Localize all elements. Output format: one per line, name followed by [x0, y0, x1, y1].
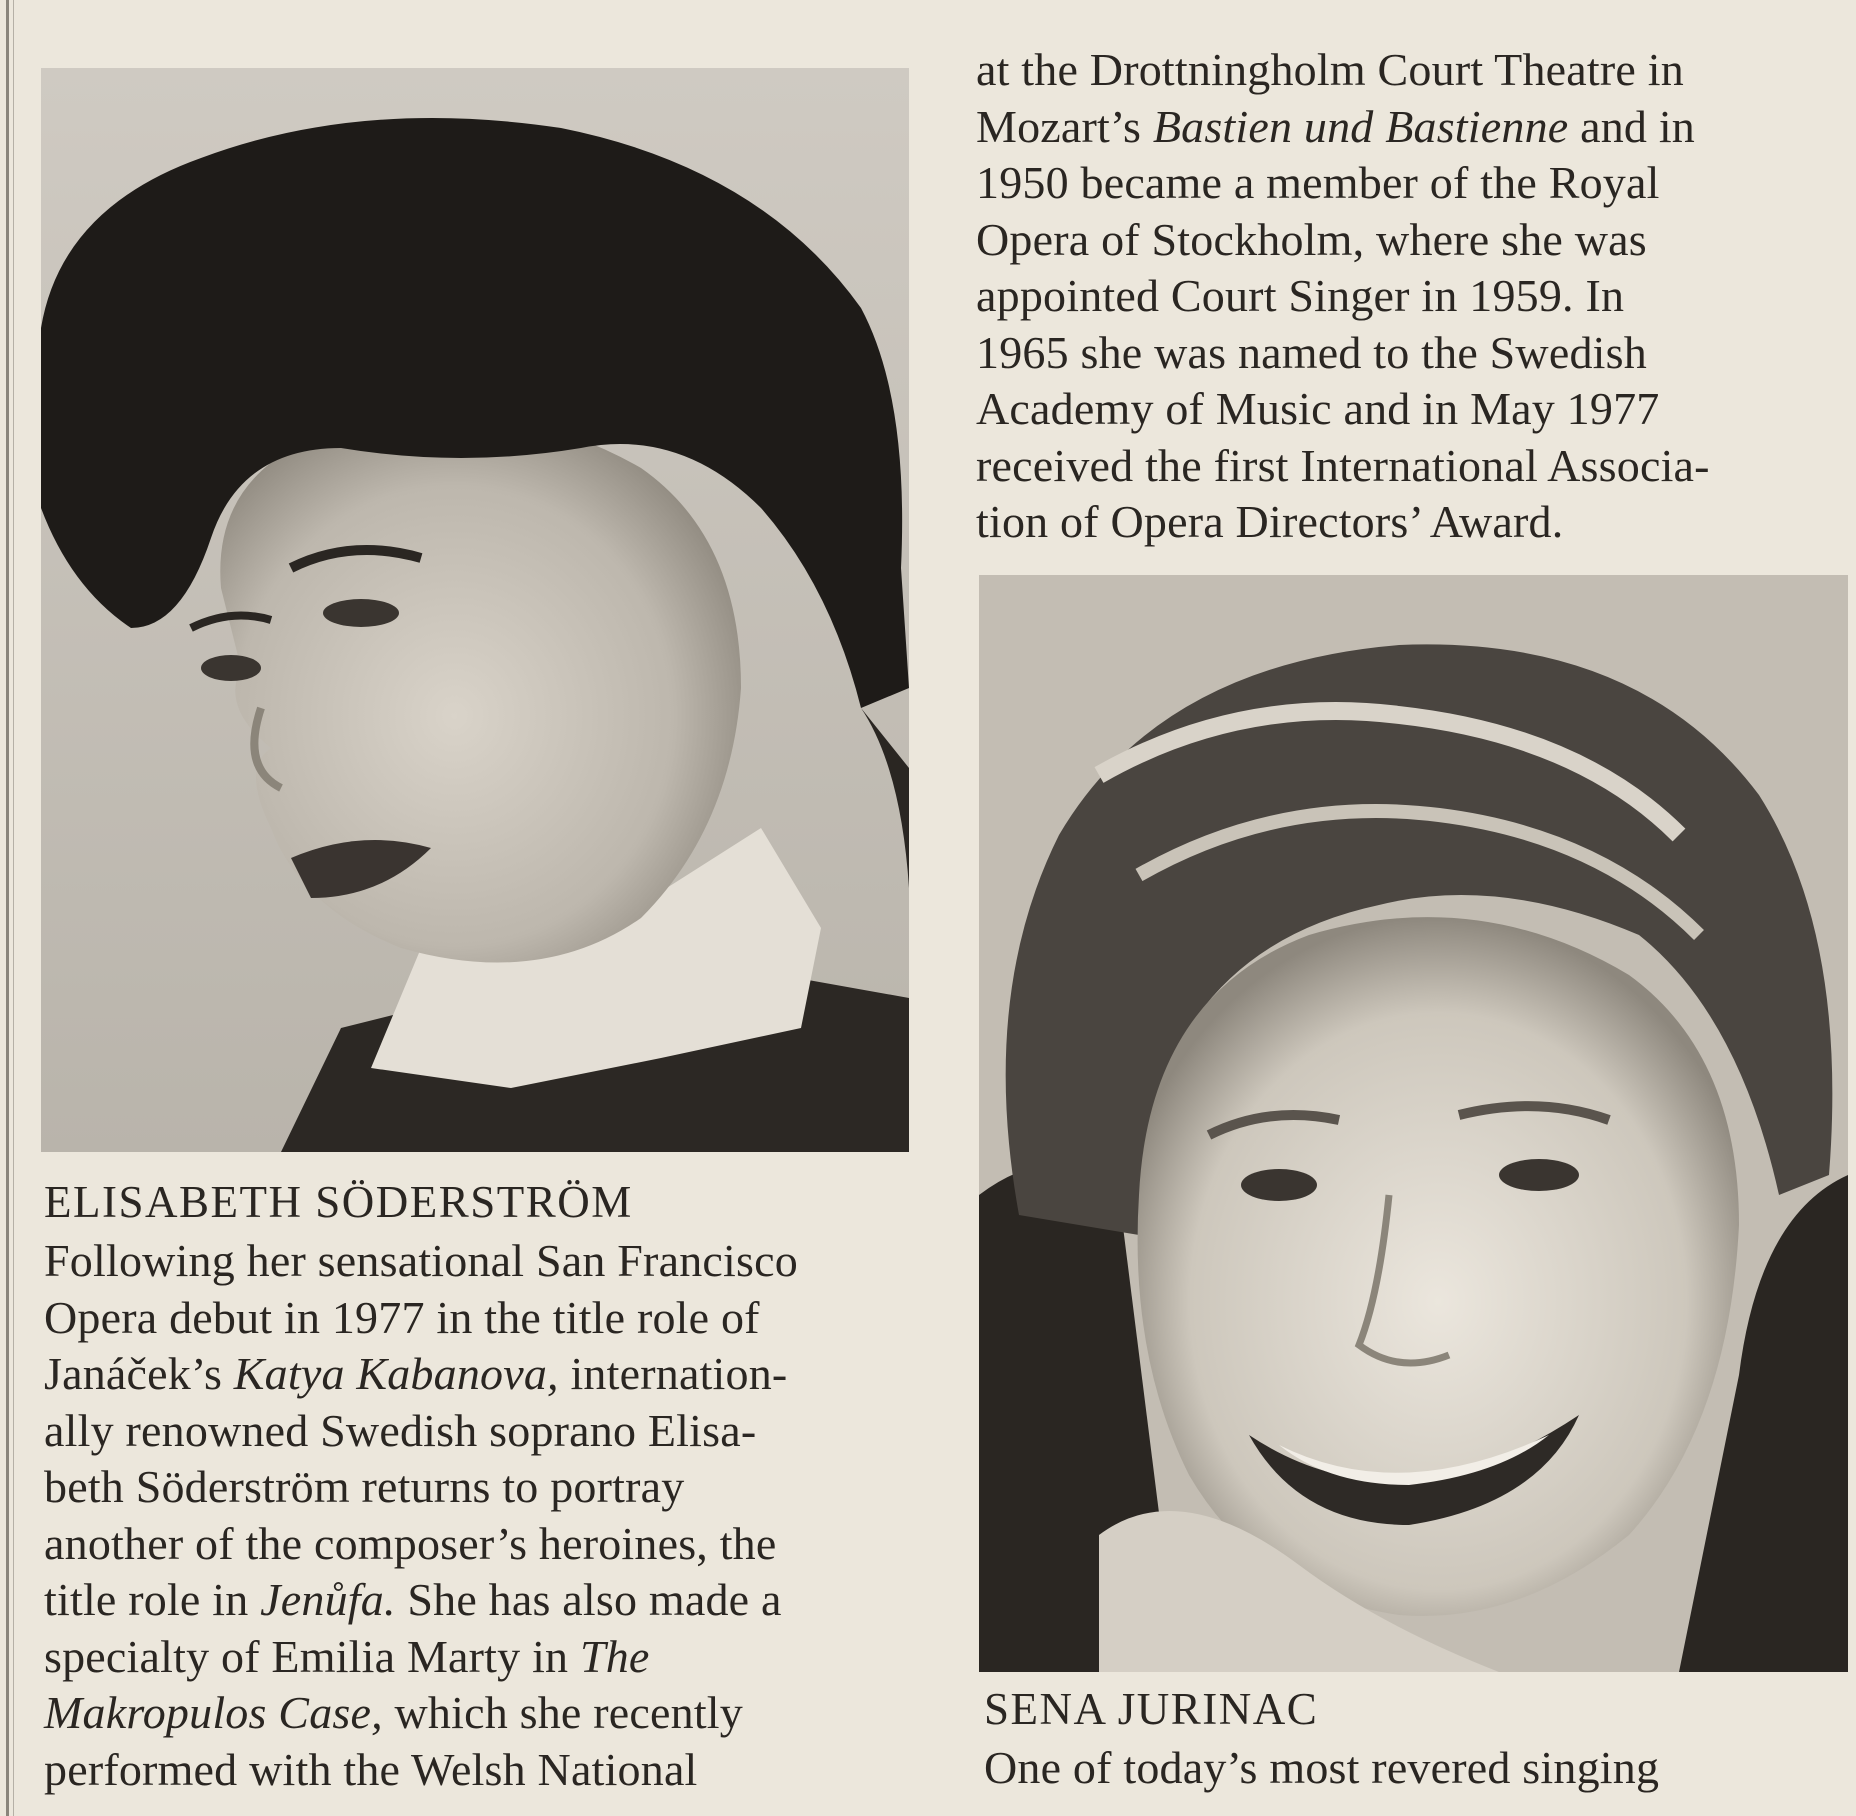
text-line: received the first International Associa- [976, 439, 1710, 491]
page-edge-rule [6, 0, 9, 1816]
text-line: One of today’s most revered singing [984, 1742, 1660, 1793]
opera-title: Bastien und Bastienne [1152, 100, 1569, 152]
soderstrom-bio [44, 1233, 914, 1798]
opera-title: Jenůfa. [260, 1574, 396, 1625]
text-line: Academy of Music and in May 1977 [976, 383, 1660, 434]
text-line: Makropulos Case, which she recently [44, 1687, 743, 1738]
text-line: beth Söderström returns to portray [44, 1461, 685, 1512]
text-line: Mozart’s Bastien und Bastienne and in [976, 100, 1696, 152]
jurinac-photo-graphic [979, 575, 1848, 1672]
jurinac-photo [979, 575, 1848, 1672]
text-line: appointed Court Singer in 1959. In [976, 270, 1625, 321]
soderstrom-photo-graphic [41, 68, 909, 1152]
opera-title: Makropulos Case, [44, 1687, 383, 1738]
soderstrom-heading: ELISABETH SÖDERSTRÖM [44, 1177, 633, 1227]
text-line: 1950 became a member of the Royal [976, 157, 1660, 208]
jurinac-heading: SENA JURINAC [984, 1684, 1319, 1734]
text-line: Opera debut in 1977 in the title role of [44, 1291, 760, 1343]
text-line: tion of Opera Directors’ Award. [976, 496, 1564, 547]
text-line: ally renowned Swedish soprano Elisa- [44, 1404, 757, 1456]
text-line: performed with the Welsh National [44, 1743, 698, 1795]
text-line: Following her sensational San Francisco [44, 1235, 798, 1286]
soderstrom-bio-continuation [976, 42, 1836, 551]
page-edge-rule-inner [13, 0, 14, 1816]
opera-title: Katya Kabanova, [233, 1348, 559, 1399]
text-line: Opera of Stockholm, where she was [976, 213, 1647, 265]
jurinac-bio [984, 1740, 1844, 1797]
text-line: at the Drottningholm Court Theatre in [976, 44, 1684, 95]
text-line: specialty of Emilia Marty in The [44, 1630, 650, 1682]
soderstrom-photo [41, 68, 909, 1152]
text-line: 1965 she was named to the Swedish [976, 326, 1647, 378]
opera-title: The [579, 1630, 650, 1682]
text-line: another of the composer’s heroines, the [44, 1517, 777, 1569]
text-line: Janáček’s Katya Kabanova, internation- [44, 1348, 788, 1399]
text-line: title role in Jenůfa. She has also made a [44, 1574, 782, 1625]
